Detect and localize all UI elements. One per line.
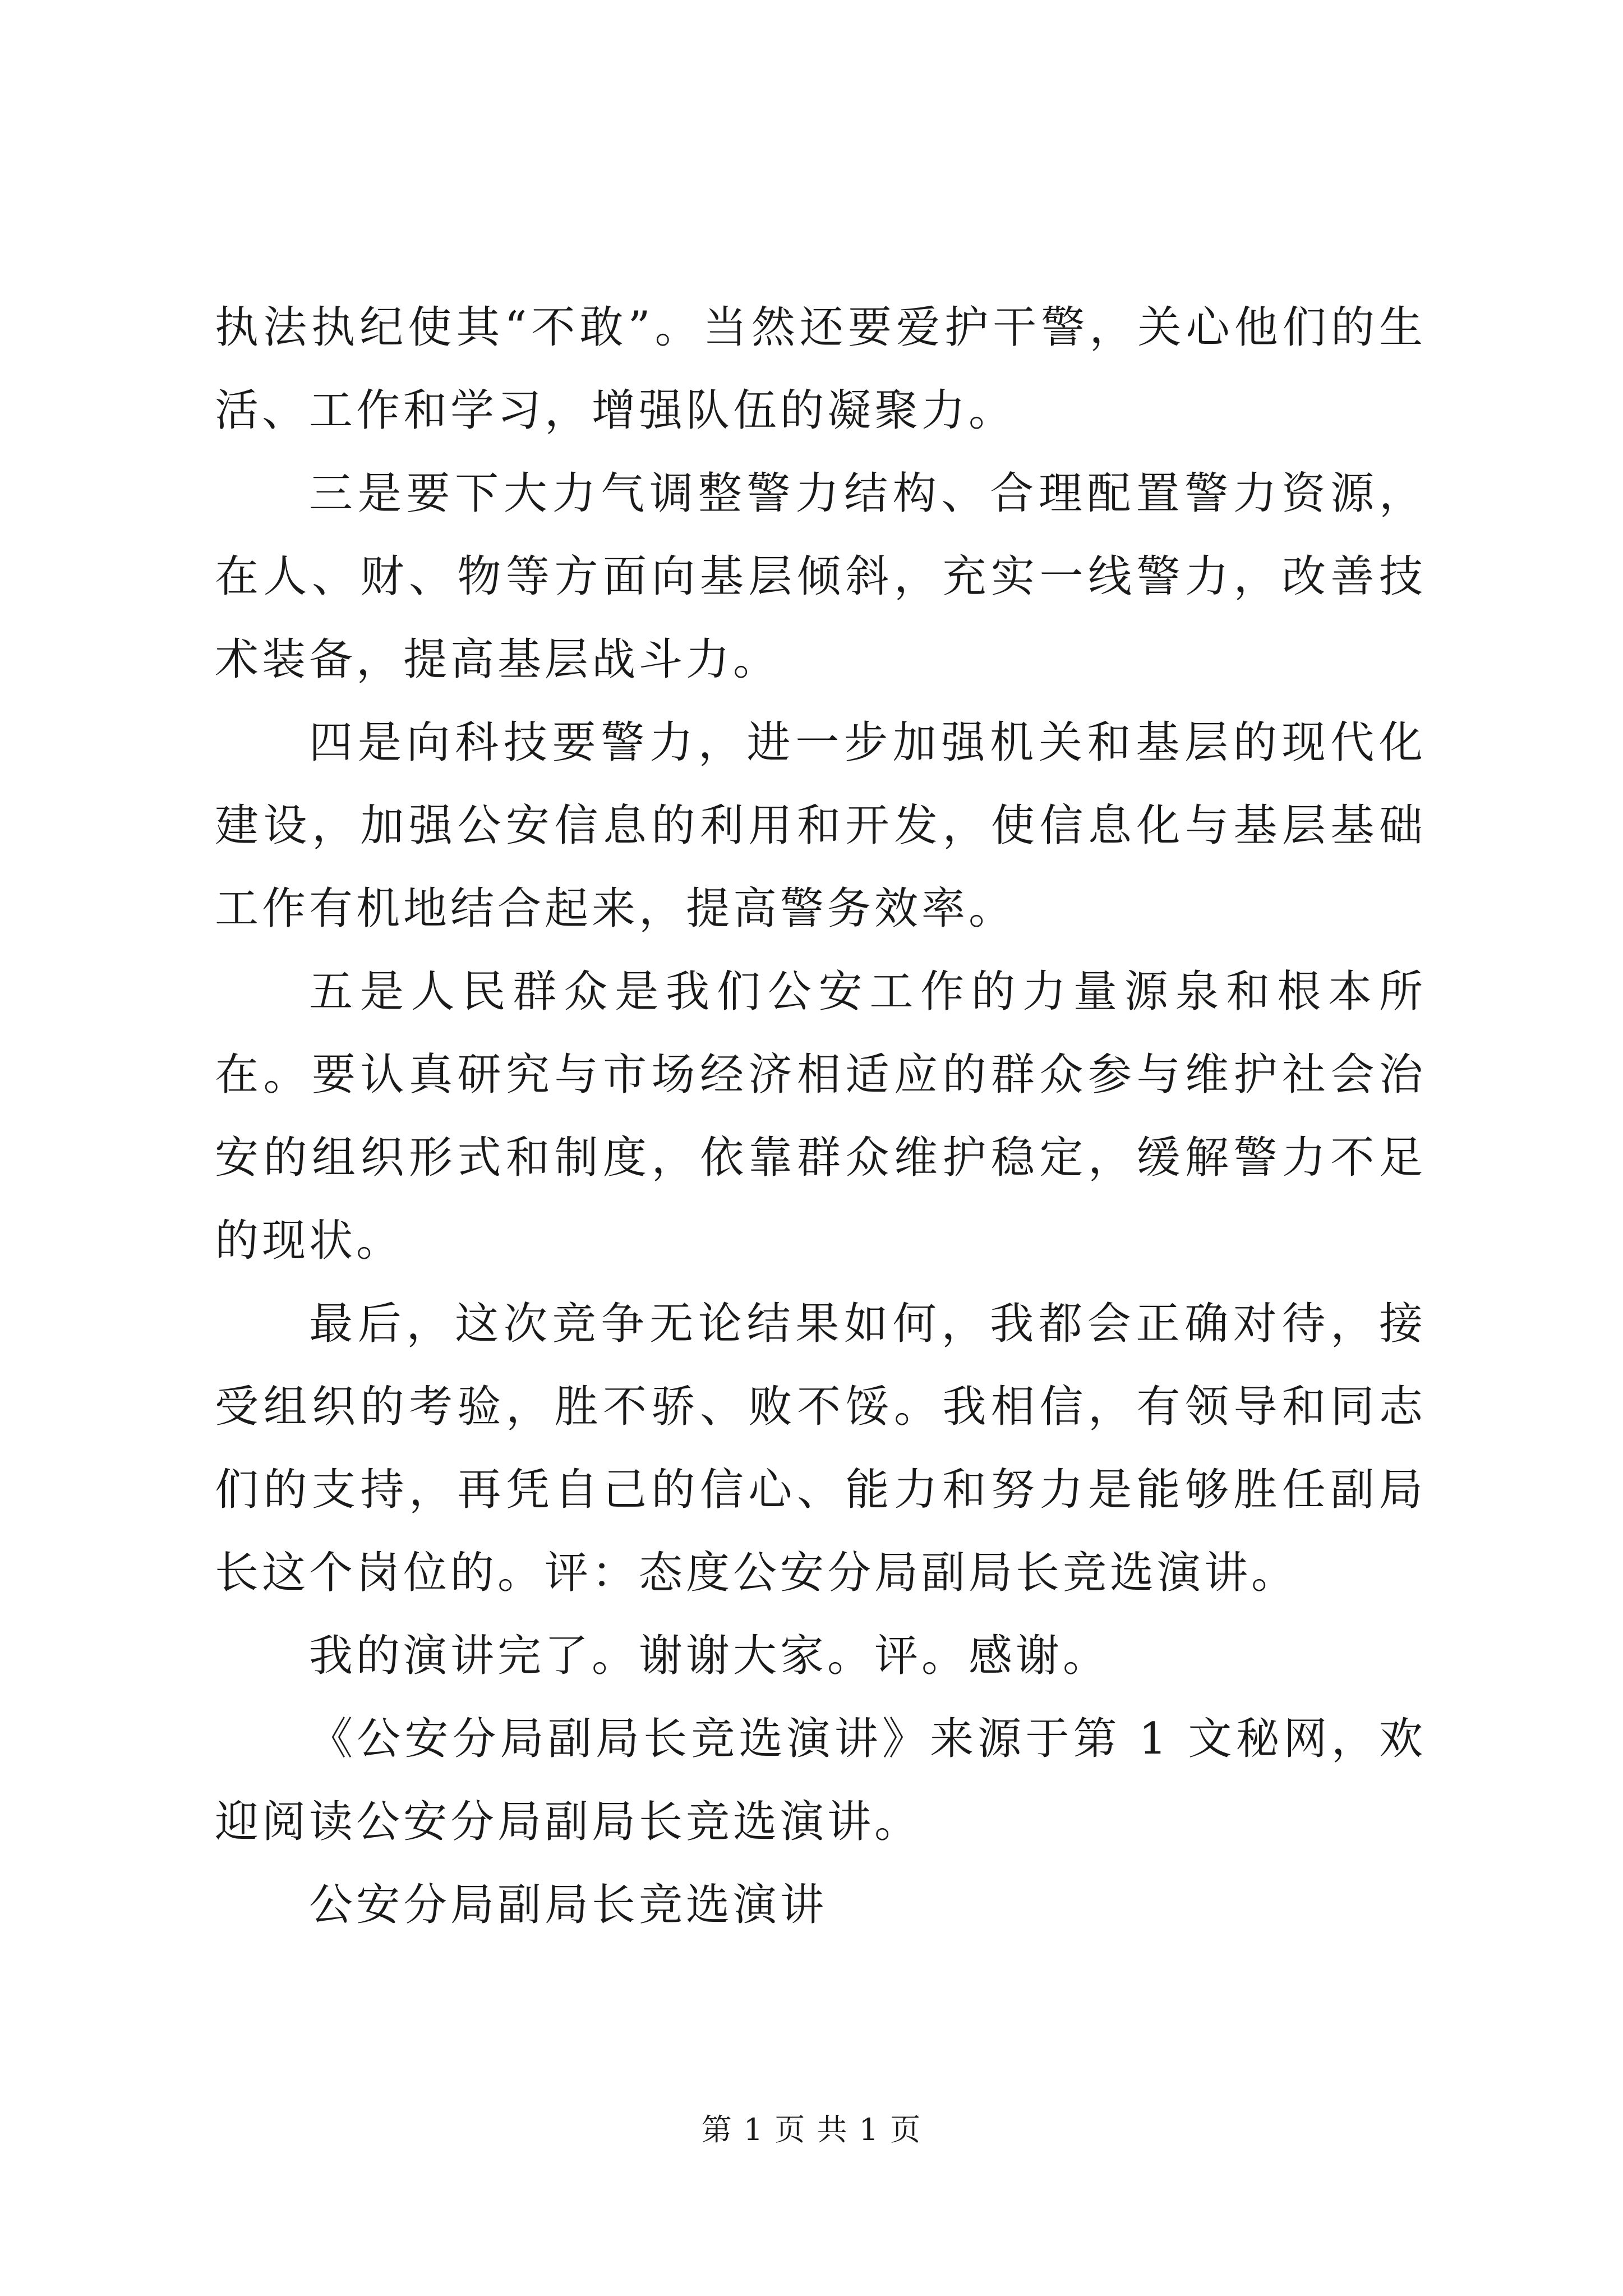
page-number-label: 第 1 页 共 1 页: [701, 2112, 922, 2147]
document-body: [215, 286, 1426, 1947]
paragraph-point-three: 三是要下大力气调整警力结构、合理配置警力资源，在人、财、物等方面向基层倾斜，充实一线警力，改善技术装备，提高基层战斗力。: [215, 468, 1426, 685]
paragraph-source-note: 《公安分局副局长竞选演讲》来源于第 1 文秘网，欢迎阅读公安分局副局长竞选演讲。: [215, 1714, 1426, 1847]
page-footer: [0, 2110, 1623, 2150]
paragraph-closing: 最后，这次竞争无论结果如何，我都会正确对待，接受组织的考验，胜不骄、败不馁。我相信，有领导和同志们的支持，再凭自己的信心、能力和努力是能够胜任副局长这个岗位的。评：态度公安分局副局长竞选演讲。: [215, 1299, 1426, 1598]
paragraph-point-four: 四是向科技要警力，进一步加强机关和基层的现代化建设，加强公安信息的利用和开发，使信息化与基层基础工作有机地结合起来，提高警务效率。: [215, 717, 1426, 934]
paragraph-thanks: 我的演讲完了。谢谢大家。评。感谢。: [309, 1631, 1110, 1681]
paragraph-continuation: 执法执纪使其“不敢”。当然还要爱护干警，关心他们的生活、工作和学习，增强队伍的凝聚力。: [215, 302, 1426, 436]
paragraph-point-five: 五是人民群众是我们公安工作的力量源泉和根本所在。要认真研究与市场经济相适应的群众参与维护社会治安的组织形式和制度，依靠群众维护稳定，缓解警力不足的现状。: [215, 967, 1426, 1266]
paragraph-title-repeat: 公安分局副局长竞选演讲: [309, 1880, 828, 1930]
